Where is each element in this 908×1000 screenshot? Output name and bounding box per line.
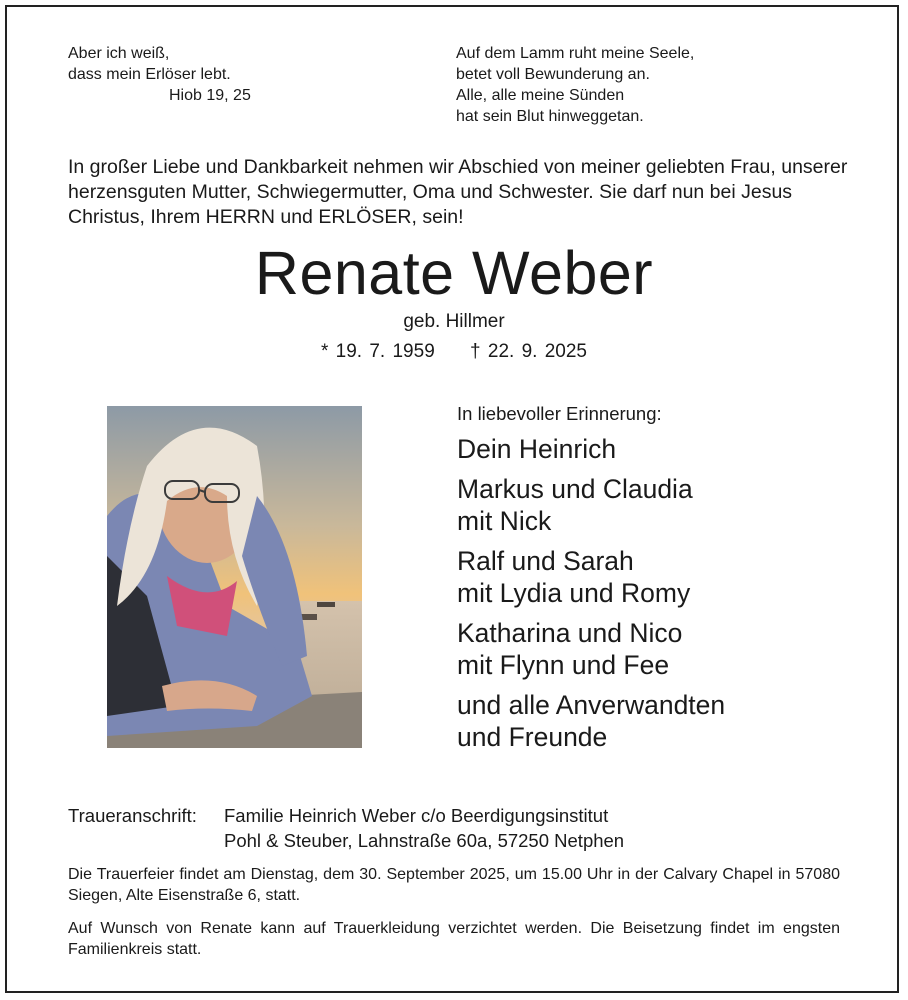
mourning-address xyxy=(68,803,624,853)
mourner-group xyxy=(457,473,725,537)
mourner-line: mit Flynn und Fee xyxy=(457,650,670,680)
verse-right-line: Auf dem Lamm ruht meine Seele, xyxy=(456,45,695,62)
address-line: Familie Heinrich Weber c/o Beerdigungsinstitut xyxy=(224,805,609,826)
mourner-line: Katharina und Nico xyxy=(457,618,683,648)
portrait-photo xyxy=(107,406,362,748)
verse-reference: Hiob 19, 25 xyxy=(169,87,251,104)
mourner-line: Dein Heinrich xyxy=(457,434,617,464)
address-label: Traueranschrift: xyxy=(68,805,197,826)
mourner-group xyxy=(457,433,725,465)
verse-right-line: betet voll Bewunderung an. xyxy=(456,66,650,83)
funeral-service-info: Die Trauerfeier findet am Dienstag, dem 30. September 2025, um 15.00 Uhr in der Calvary Chapel in 57080 Siegen, Alte Eisenstraße 6, statt. xyxy=(68,866,840,904)
verse-right-line: Alle, alle meine Sünden xyxy=(456,87,625,104)
mourner-line: und Freunde xyxy=(457,722,608,752)
mourner-group xyxy=(457,545,725,609)
mourner-group xyxy=(457,617,725,681)
mourner-line: mit Lydia und Romy xyxy=(457,578,691,608)
intro-text: In großer Liebe und Dankbarkeit nehmen wir Abschied von meiner geliebten Frau, unserer herzensguten Mutter, Schwiegermutter, Oma und Schwester. Sie darf nun bei Jesus Christus, Ihrem HERRN und ERLÖSER, sein! xyxy=(68,156,848,228)
life-dates xyxy=(0,340,908,364)
verse-left-line: Aber ich weiß, xyxy=(68,45,170,62)
address-line: Pohl & Steuber, Lahnstraße 60a, 57250 Netphen xyxy=(224,830,625,851)
burial-note: Auf Wunsch von Renate kann auf Trauerkleidung verzichtet werden. Die Beisetzung findet im engsten Familienkreis statt. xyxy=(68,920,840,958)
verse-left xyxy=(68,43,251,106)
mourner-line: Markus und Claudia xyxy=(457,474,693,504)
mourner-line: und alle Anverwandten xyxy=(457,690,726,720)
verse-left-line: dass mein Erlöser lebt. xyxy=(68,66,231,83)
maiden-name: geb. Hillmer xyxy=(403,311,505,332)
mourner-line: Ralf und Sarah xyxy=(457,546,634,576)
mourners-list xyxy=(457,433,725,761)
verse-right xyxy=(456,43,694,127)
mourner-group xyxy=(457,689,725,753)
deceased-name: Renate Weber xyxy=(254,239,654,307)
mourner-line: mit Nick xyxy=(457,506,552,536)
birth-date: * 19. 7. 1959 xyxy=(321,341,435,362)
verse-right-line: hat sein Blut hinweggetan. xyxy=(456,108,644,125)
remembrance-heading: In liebevoller Erinnerung: xyxy=(457,403,662,424)
death-date: † 22. 9. 2025 xyxy=(470,341,587,362)
